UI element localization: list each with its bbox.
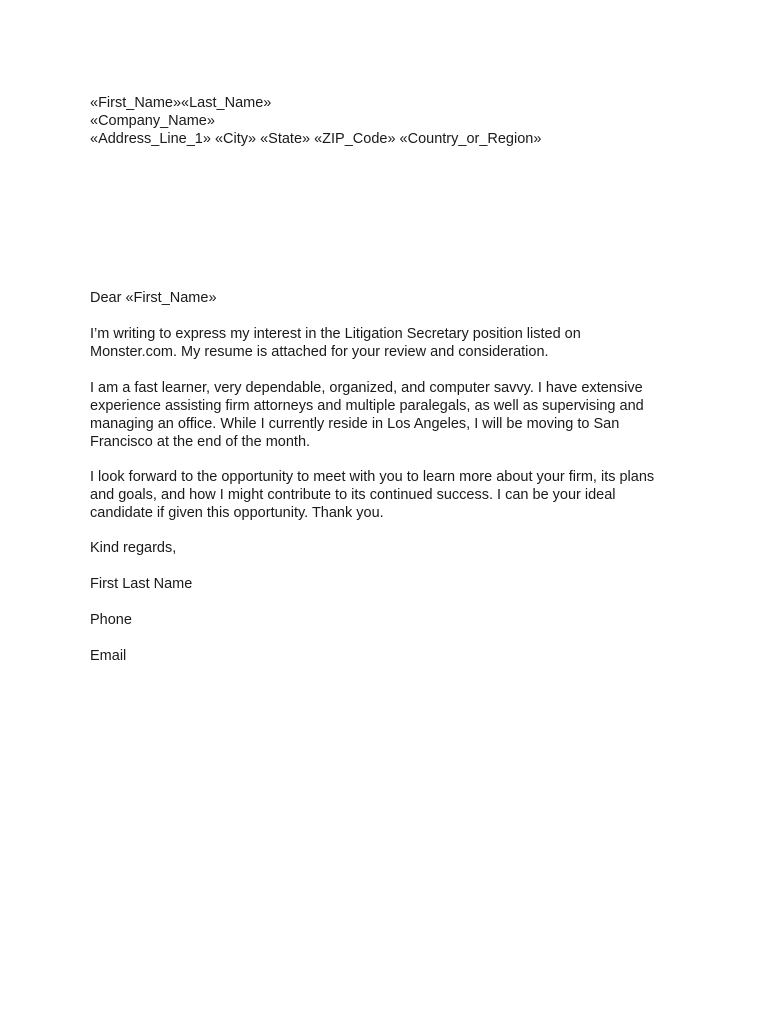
paragraph-line: Monster.com. My resume is attached for your review and consideration. (90, 344, 549, 360)
paragraph-line: I am a fast learner, very dependable, organized, and computer savvy. I have extensive (90, 380, 643, 396)
signer-name-text: First Last Name (90, 576, 193, 592)
closing (90, 539, 730, 557)
paragraph-line: I look forward to the opportunity to meet with you to learn more about your firm, its plans (90, 469, 655, 485)
body-paragraph-3 (90, 468, 730, 522)
recipient-address-line: «Address_Line_1» «City» «State» «ZIP_Code» «Country_or_Region» (90, 131, 542, 147)
body-paragraph-2 (90, 379, 730, 451)
paragraph-line: and goals, and how I might contribute to its continued success. I can be your ideal (90, 487, 616, 503)
body-paragraph-1 (90, 325, 730, 361)
salutation (90, 289, 730, 307)
recipient-address-block (90, 94, 730, 148)
paragraph-line: candidate if given this opportunity. Thank you. (90, 505, 384, 521)
phone-line (90, 611, 730, 629)
email-line (90, 647, 730, 665)
recipient-company-line: «Company_Name» (90, 113, 215, 129)
email-label: Email (90, 648, 127, 664)
closing-text: Kind regards, (90, 540, 177, 556)
phone-label: Phone (90, 612, 132, 628)
signer-name (90, 575, 730, 593)
paragraph-line: I’m writing to express my interest in the Litigation Secretary position listed on (90, 326, 581, 342)
recipient-name-line: «First_Name»«Last_Name» (90, 95, 272, 111)
paragraph-line: managing an office. While I currently reside in Los Angeles, I will be moving to San (90, 416, 620, 432)
paragraph-line: experience assisting firm attorneys and multiple paralegals, as well as supervising and (90, 398, 644, 414)
salutation-text: Dear «First_Name» (90, 290, 217, 306)
paragraph-line: Francisco at the end of the month. (90, 434, 311, 450)
